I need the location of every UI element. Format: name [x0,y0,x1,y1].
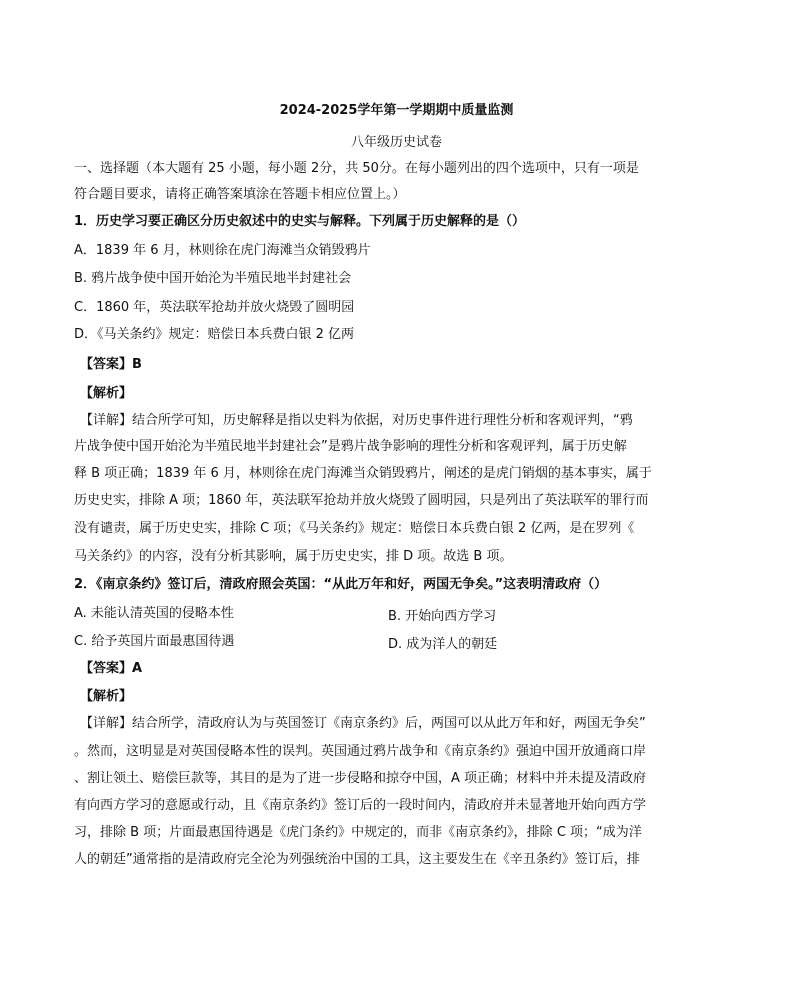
q1-analysis-label: 【解析】 [80,386,133,401]
q1-answer: 【答案】B [80,357,142,372]
q2-option-c: C. 给予英国片面最惠国待遇 [74,634,235,649]
q2-option-a: A. 未能认清英国的侵略本性 [74,606,234,621]
section-instructions-line-2: 符合题目要求，请将正确答案填涂在答题卡相应位置上。） [74,187,406,202]
q1-detail-line: 没有谴责，属于历史史实，排除 C 项；《马关条约》规定：赔偿日本兵费白银 2 亿两，是在罗列《 [74,521,635,536]
q2-detail-line: 有向西方学习的意愿或行动，且《南京条约》签订后的一段时间内，清政府并未显著地开始向西方学 [74,798,647,813]
exam-title: 2024-2025学年第一学期期中质量监测 [279,103,514,118]
q2-detail-line: 【详解】结合所学，清政府认为与英国签订《南京条约》后，两国可以从此万年和好，两国无争矣” [80,716,646,731]
q1-option-b: B. 鸦片战争使中国开始沦为半殖民地半封建社会 [74,271,352,286]
q1-detail-line: 片战争使中国开始沦为半殖民地半封建社会”是鸦片战争影响的理性分析和客观评判，属于历史解 [74,439,627,454]
q2-detail-line: 、割让领土、赔偿巨款等，其目的是为了进一步侵略和掠夺中国，A 项正确；材料中并未提及清政府 [74,771,647,786]
q1-option-d: D．《马关条约》规定：赔偿日本兵费白银 2 亿两 [74,327,355,342]
q1-detail-line: 马关条约》的内容，没有分析其影响，属于历史史实，排 D 项。故选 B 项。 [74,549,513,564]
q1-option-c: C．1860 年，英法联军抢劫并放火烧毁了圆明园 [74,300,355,315]
q1-stem: 1．历史学习要正确区分历史叙述中的史实与解释。下列属于历史解释的是（） [74,214,526,229]
q2-option-b: B. 开始向西方学习 [388,609,497,624]
q1-detail-line: 释 B 项正确；1839 年 6 月，林则徐在虎门海滩当众销毁鸦片，阐述的是虎门销烟的基本事实，属于 [74,466,652,481]
section-instructions-line-1: 一、选择题（本大题有 25 小题，每小题 2分，共 50分。在每小题列出的四个选项中，只有一项是 [74,161,639,176]
q2-answer: 【答案】A [80,661,143,676]
q1-detail-line: 【详解】结合所学可知，历史解释是指以史料为依据，对历史事件进行理性分析和客观评判，“鸦 [80,413,633,428]
q2-stem: 2．《南京条约》签订后，清政府照会英国：“从此万年和好，两国无争矣。”这表明清政府（） [74,577,608,592]
q2-analysis-label: 【解析】 [80,689,133,704]
exam-subtitle: 八年级历史试卷 [350,135,442,150]
q2-option-d: D. 成为洋人的朝廷 [388,637,498,652]
q2-detail-line: 习，排除 B 项；片面最惠国待遇是《虎门条约》中规定的，而非《南京条约》，排除 C 项；“成为洋 [74,825,642,840]
q1-option-a: A．1839 年 6 月，林则徐在虎门海滩当众销毁鸦片 [74,243,371,258]
q1-detail-line: 历史史实，排除 A 项；1860 年，英法联军抢劫并放火烧毁了圆明园，只是列出了英法联军的罪行而 [74,493,649,508]
q2-detail-line: 。然而，这明显是对英国侵略本性的误判。英国通过鸦片战争和《南京条约》强迫中国开放通商口岸 [74,744,647,759]
q2-detail-line: 人的朝廷”通常指的是清政府完全沦为列强统治中国的工具，这主要发生在《辛丑条约》签订后，排 [74,852,640,867]
